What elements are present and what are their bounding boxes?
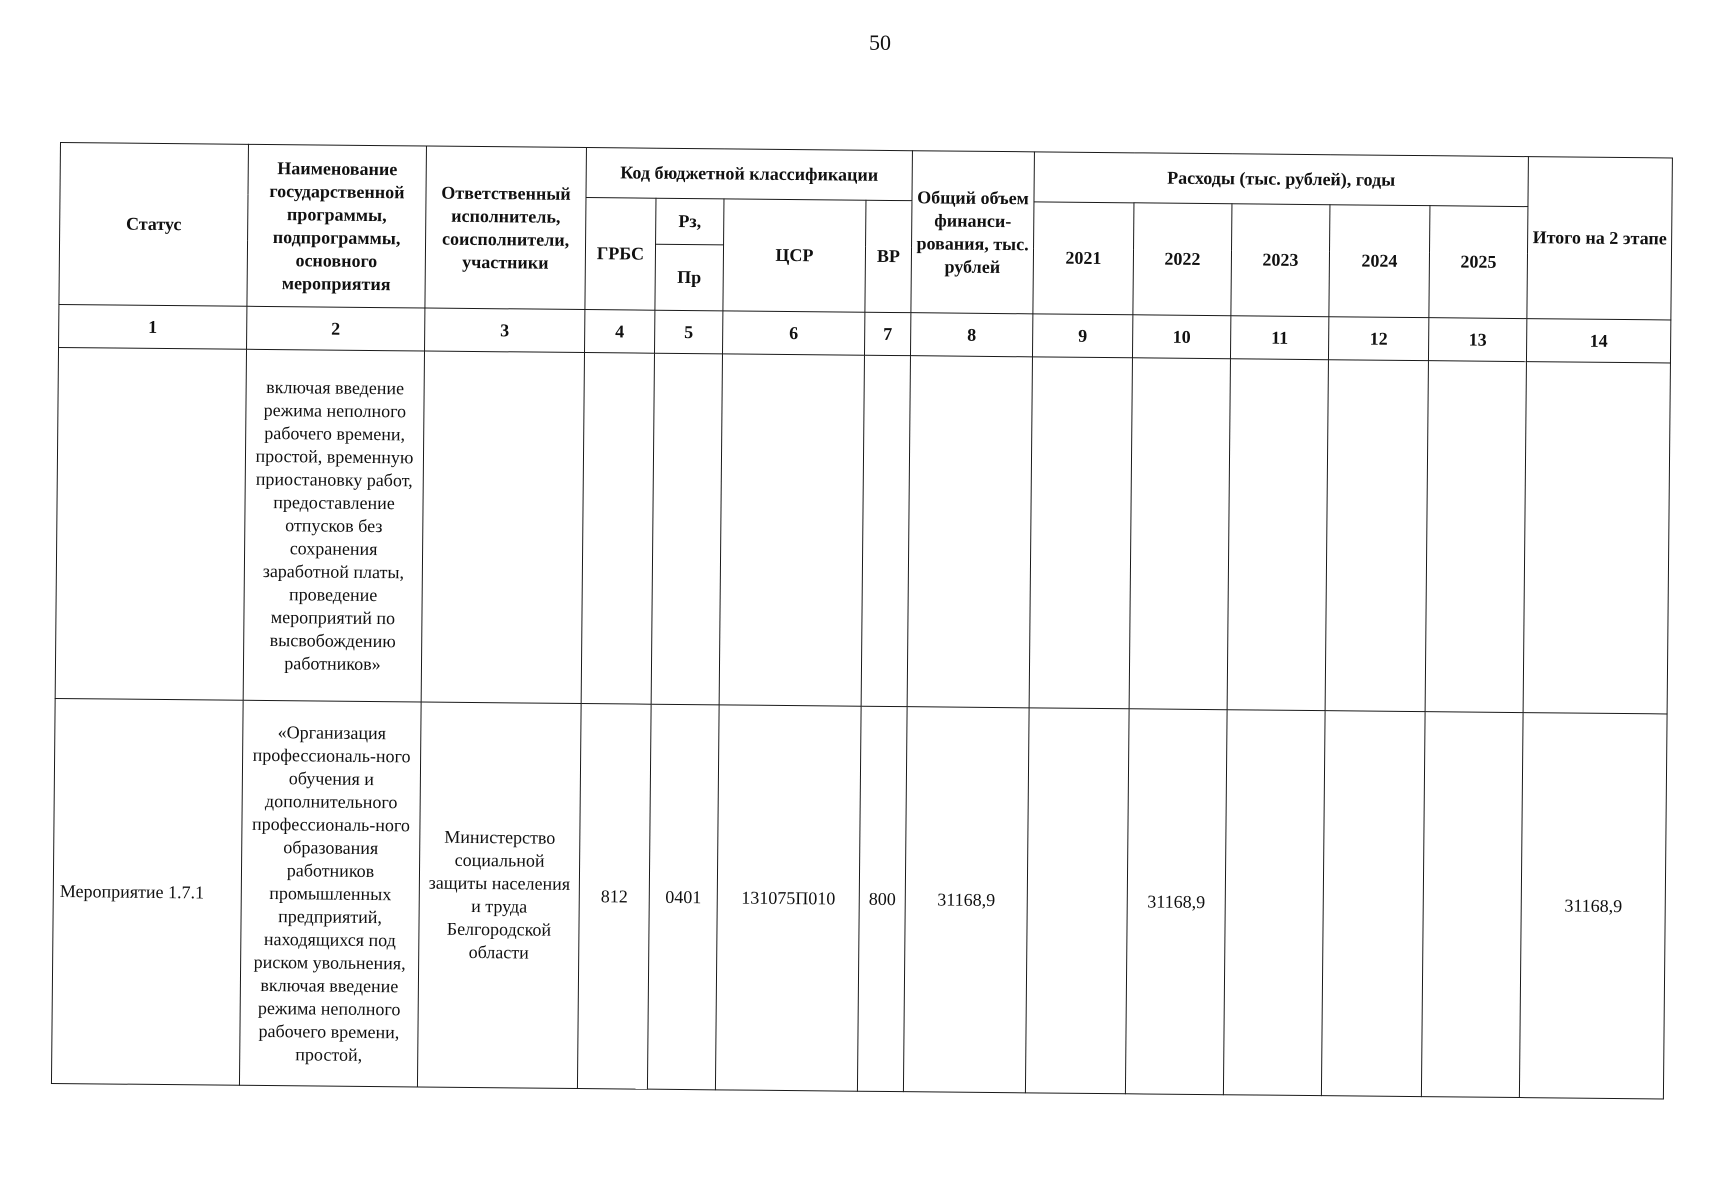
header-year-2023: 2023: [1231, 204, 1330, 317]
cell-stage-total: [1523, 362, 1670, 714]
cell-2025: [1421, 712, 1523, 1098]
cell-grbs: 812: [577, 704, 651, 1090]
header-year-2021: 2021: [1033, 202, 1134, 315]
cell-2024: [1321, 711, 1425, 1097]
cell-vr: [861, 355, 910, 706]
cell-2024: [1325, 360, 1428, 712]
cell-total: [907, 356, 1032, 708]
header-executor: Ответственный исполнитель, соисполнители, участники: [425, 146, 587, 310]
cell-csr: [719, 354, 864, 706]
header-budget-code: Код бюджетной классификации: [586, 148, 912, 201]
table-row: [55, 347, 1670, 713]
column-number: 8: [911, 313, 1033, 357]
header-expenses: Расходы (тыс. рублей), годы: [1034, 152, 1529, 207]
header-vr: ВР: [865, 200, 912, 312]
cell-status: [55, 347, 246, 700]
cell-name: «Организация профессиональ-ного обучения и дополнительного профессиональ-ного образования работников промышленных предприятий, находящихся под риском увольнения, включая введение режима неполного рабочего времени, простой,: [239, 700, 421, 1087]
column-number: 7: [864, 312, 910, 355]
header-year-2024: 2024: [1329, 205, 1430, 318]
header-stage-total: Итого на 2 этапе: [1527, 157, 1673, 320]
column-number: 13: [1428, 318, 1526, 362]
header-total-volume: Общий объем финанси-рования, тыс. рублей: [911, 151, 1035, 314]
cell-2021: [1029, 357, 1132, 709]
column-number: 6: [722, 311, 864, 355]
header-rz: Рз,: [656, 198, 724, 245]
column-number: 12: [1328, 317, 1428, 361]
cell-status: Мероприятие 1.7.1: [51, 698, 243, 1085]
budget-table-container: [51, 142, 1673, 1099]
cell-total: 31168,9: [903, 707, 1029, 1093]
header-pr: Пр: [655, 244, 724, 311]
header-year-2022: 2022: [1133, 203, 1232, 316]
cell-2021: [1025, 708, 1129, 1094]
cell-stage-total: 31168,9: [1519, 713, 1667, 1099]
column-number: 14: [1527, 319, 1671, 363]
header-year-2025: 2025: [1429, 206, 1528, 319]
cell-2022: 31168,9: [1125, 709, 1227, 1095]
cell-executor: Министерство социальной защиты населения и труда Белгородской области: [417, 702, 581, 1089]
column-number: 9: [1032, 314, 1132, 358]
budget-table: [51, 142, 1673, 1099]
column-number: 1: [59, 304, 247, 349]
cell-executor: [421, 351, 584, 704]
cell-rzpr: [651, 353, 722, 705]
cell-2025: [1425, 361, 1526, 713]
cell-grbs: [581, 353, 654, 705]
page-number: 50: [869, 30, 891, 55]
column-number: 11: [1230, 316, 1328, 360]
column-number: 3: [425, 308, 585, 353]
cell-name: включая введение режима неполного рабочего времени, простой, временную приостановку работ, предоставление отпусков без сохранения заработной платы, проведение мероприятий по высвобождению работников»: [243, 349, 424, 702]
column-number: 2: [247, 306, 425, 351]
header-grbs: ГРБС: [585, 198, 656, 311]
header-name: Наименование государственной программы, подпрограммы, основного мероприятия: [247, 144, 427, 308]
cell-csr: 131075П010: [715, 705, 861, 1091]
cell-2023: [1223, 710, 1325, 1096]
column-number: 10: [1132, 315, 1230, 359]
column-number: 5: [654, 310, 722, 354]
cell-rzpr: 0401: [647, 704, 719, 1090]
cell-vr: 800: [857, 706, 907, 1091]
cell-2023: [1227, 359, 1328, 711]
cell-2022: [1129, 358, 1230, 710]
column-number: 4: [585, 310, 655, 354]
header-csr: ЦСР: [723, 199, 866, 312]
header-status: Статус: [59, 143, 249, 307]
table-row: [51, 698, 1667, 1098]
